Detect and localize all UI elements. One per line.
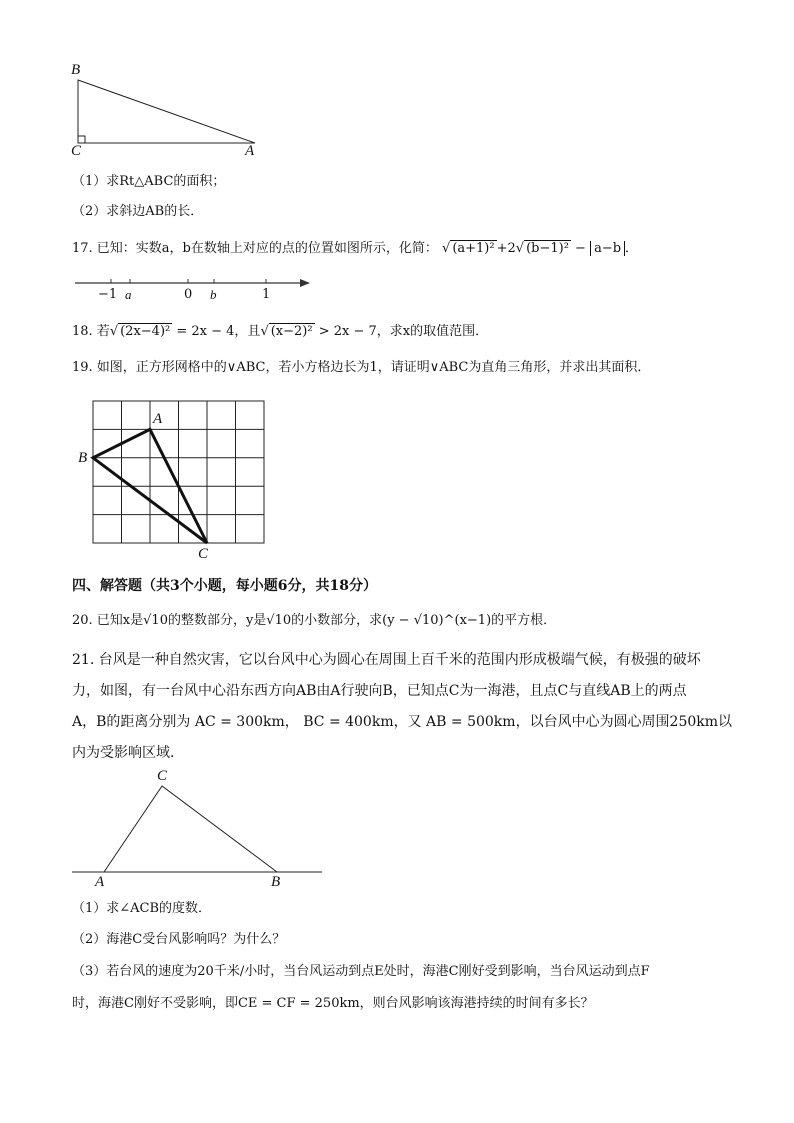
numberline-label-a: a <box>125 287 132 302</box>
q19-text: 19. 如图，正方形网格中的∨ABC，若小方格边长为1，请证明∨ABC为直角三角形，并求出其面积． <box>72 360 651 375</box>
numberline-label-0: 0 <box>184 287 193 302</box>
q17-mid: +2 <box>496 241 516 256</box>
q17-end: ． <box>625 241 639 256</box>
vertex-a-label: A <box>245 143 255 159</box>
q18-ineq: > 2x − 7，求x的取值范围． <box>318 324 489 339</box>
q21-part1: （1）求∠ACB的度数． <box>72 901 212 916</box>
q21-part3-line1: （3）若台风的速度为20千米/小时，当台风运动到点E处时，海港C刚好受到影响，当台风运动到点F <box>72 964 650 979</box>
q17-line: 17. 已知：实数a，b在数轴上对应的点的位置如图所示，化简： √ (a+1)² +2√ (b−1)² − a−b ． <box>72 241 639 256</box>
typhoon-vertex-b: B <box>271 874 281 890</box>
numberline-label-1: 1 <box>262 287 271 302</box>
typhoon-vertex-a: A <box>95 874 105 890</box>
grid-vertex-b: B <box>78 450 88 466</box>
q18-prefix: 18. 若 <box>72 324 110 339</box>
q16-part2: （2）求斜边AB的长． <box>72 204 204 219</box>
q17-sqrt2: (b−1)² <box>526 241 569 256</box>
q18-eq1: = 2x − 4，且 <box>176 324 261 339</box>
numberline-label-neg1: −1 <box>98 287 118 302</box>
grid-vertex-c: C <box>198 546 209 562</box>
q17-abs: a−b <box>590 241 625 256</box>
q18-sqrt1: (2x−4)² <box>120 324 171 339</box>
vertex-b-label: B <box>71 62 81 78</box>
q21-line1: 21. 台风是一种自然灾害，它以台风中心为圆心在周围上百千米的范围内形成极端气候，有极强的破坏 <box>72 652 701 668</box>
q17-text: 17. 已知：实数a，b在数轴上对应的点的位置如图所示，化简： <box>72 241 438 256</box>
q21-line2: 力，如图，有一台风中心沿东西方向AB由A行驶向B，已知点C为一海港，且点C与直线AB上的两点 <box>72 683 687 699</box>
q18-sqrt2: (x−2)² <box>270 324 313 339</box>
grid-vertex-a: A <box>153 411 163 427</box>
section4-title: 四、解答题（共3个小题，每小题6分，共18分） <box>72 578 377 594</box>
q21-line3: A，B的距离分别为 AC = 300km， BC = 400km，又 AB = 500km，以台风中心为圆心周围250km以 <box>72 714 733 730</box>
typhoon-vertex-c: C <box>157 768 168 784</box>
vertex-c-label: C <box>71 143 82 159</box>
q16-part1: （1）求Rt△ABC的面积； <box>72 174 226 189</box>
q20-text: 20. 已知x是√10的整数部分，y是√10的小数部分，求(y − √10)^(x−1)的平方根． <box>72 613 557 628</box>
numberline-label-b: b <box>210 287 217 302</box>
q17-sqrt1: (a+1)² <box>452 241 495 256</box>
q21-line4: 内为受影响区域． <box>72 745 184 761</box>
q21-part3-line2: 时，海港C刚好不受影响，即CE = CF = 250km，则台风影响该海港持续的时间有多长？ <box>72 996 594 1011</box>
q18-line: 18. 若√ (2x−4)² = 2x − 4，且√ (x−2)² > 2x − 7，求x的取值范围． <box>72 324 489 339</box>
q21-part2: （2）海港C受台风影响吗？为什么？ <box>72 932 286 947</box>
